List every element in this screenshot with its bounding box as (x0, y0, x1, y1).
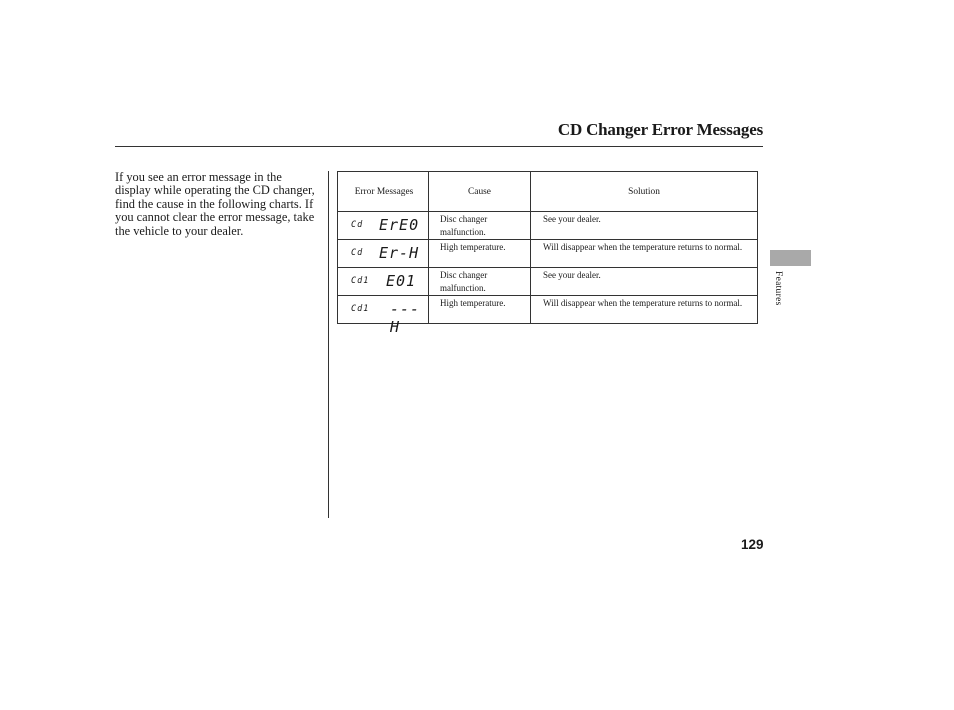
display-code-text: ---H (390, 300, 421, 336)
table-row (338, 268, 758, 296)
solution-cell: Will disappear when the temperature returns to normal. (531, 240, 758, 268)
display-code-text: ErE0 (379, 216, 420, 234)
error-display (338, 212, 429, 240)
display-mode-text: Cd1 (351, 276, 370, 286)
solution-cell: See your dealer. (531, 212, 758, 240)
error-display (338, 240, 429, 268)
display-code-text: E01 (386, 272, 417, 290)
error-display (338, 296, 429, 336)
title-divider (115, 146, 763, 147)
section-label: Features (773, 271, 783, 306)
table-row (338, 296, 758, 324)
display-code-text: Er-H (379, 244, 420, 262)
header-error-messages: Error Messages (338, 172, 429, 212)
header-cause: Cause (429, 172, 531, 212)
page-number: 129 (741, 537, 764, 552)
table-header-row (338, 172, 758, 212)
solution-cell: See your dealer. (531, 268, 758, 296)
page-title: CD Changer Error Messages (557, 120, 763, 139)
cause-cell: High temperature. (429, 296, 531, 324)
column-divider (328, 171, 329, 518)
error-messages-table (337, 171, 758, 336)
intro-paragraph: If you see an error message in the display while operating the CD changer, find the cause in the following charts. If you cannot clear the error message, take the vehicle to your dealer. (115, 170, 315, 238)
table-row (338, 212, 758, 240)
display-mode-text: Cd (351, 248, 364, 258)
section-tab (770, 250, 811, 266)
display-mode-text: Cd1 (351, 304, 370, 314)
table-row (338, 240, 758, 268)
cause-cell: High temperature. (429, 240, 531, 268)
cause-cell: Disc changer malfunction. (429, 212, 531, 240)
display-mode-text: Cd (351, 220, 364, 230)
solution-cell: Will disappear when the temperature returns to normal. (531, 296, 758, 324)
header-solution: Solution (531, 172, 758, 212)
error-display (338, 268, 429, 296)
cause-cell: Disc changer malfunction. (429, 268, 531, 296)
